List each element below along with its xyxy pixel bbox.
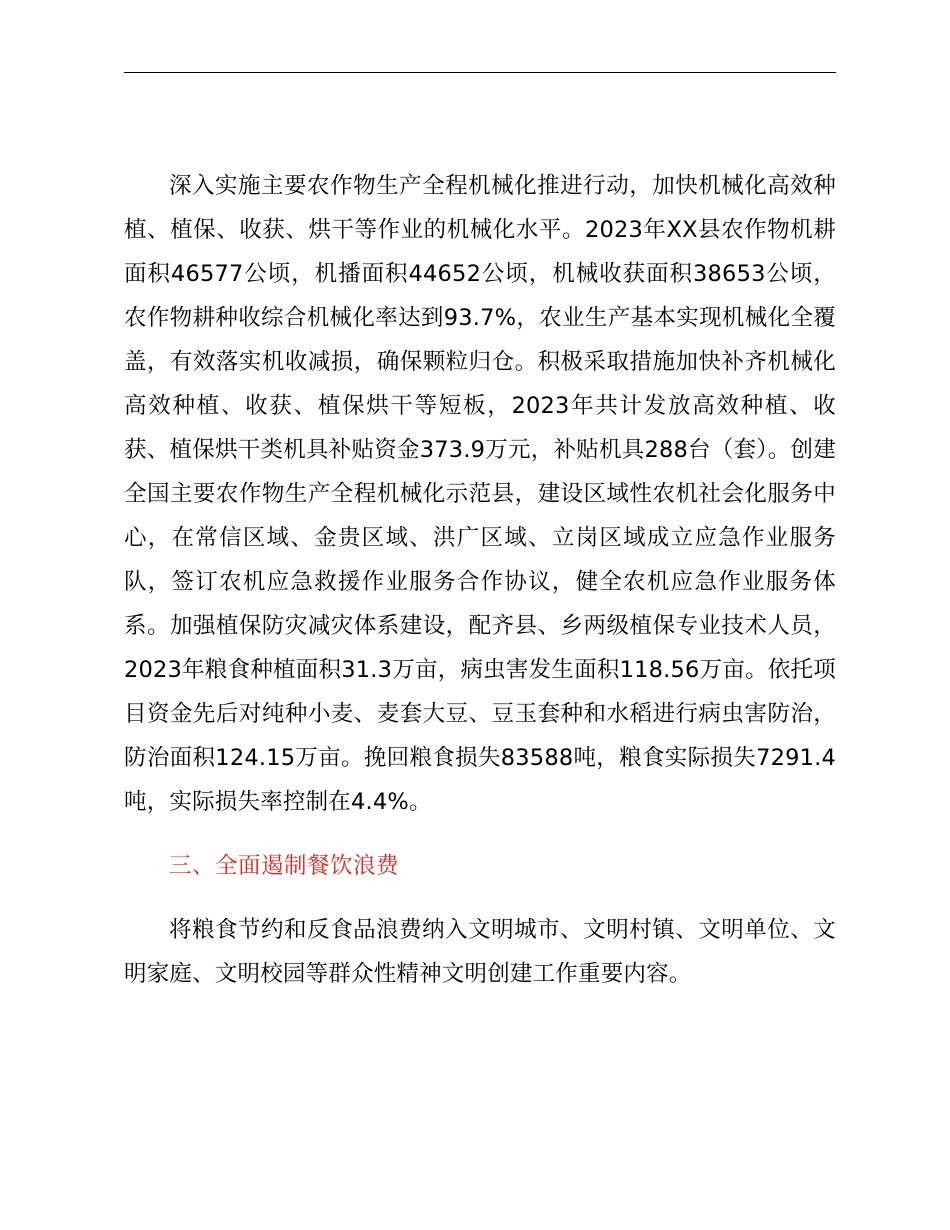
header-rule	[124, 72, 836, 73]
body-paragraph-mechanization: 深入实施主要农作物生产全程机械化推进行动，加快机械化高效种植、植保、收获、烘干等作业的机械化水平。2023年XX县农作物机耕面积46577公顷，机播面积44652公顷，机械收获面积38653公顷，农作物耕种收综合机械化率达到93.7%，农业生产基本实现机械化全覆盖，有效落实机收减损，确保颗粒归仓。积极采取措施加快补齐机械化高效种植、收获、植保烘干等短板，2023年共计发放高效种植、收获、植保烘干类机具补贴资金373.9万元，补贴机具288台（套）。创建全国主要农作物生产全程机械化示范县，建设区域性农机社会化服务中心，在常信区域、金贵区域、洪广区域、立岗区域成立应急作业服务队，签订农机应急救援作业服务合作协议，健全农机应急作业服务体系。加强植保防灾减灾体系建设，配齐县、乡两级植保专业技术人员，2023年粮食种植面积31.3万亩，病虫害发生面积118.56万亩。依托项目资金先后对纯种小麦、麦套大豆、豆玉套种和水稻进行病虫害防治，防治面积124.15万亩。挽回粮食损失83588吨，粮食实际损失7291.4吨，实际损失率控制在4.4%。	[124, 173, 836, 815]
section-heading: 三、全面遏制餐饮浪费	[169, 853, 400, 879]
document-body	[124, 164, 836, 996]
body-paragraph-food-waste: 将粮食节约和反食品浪费纳入文明城市、文明村镇、文明单位、文明家庭、文明校园等群众性精神文明创建工作重要内容。	[124, 917, 836, 987]
